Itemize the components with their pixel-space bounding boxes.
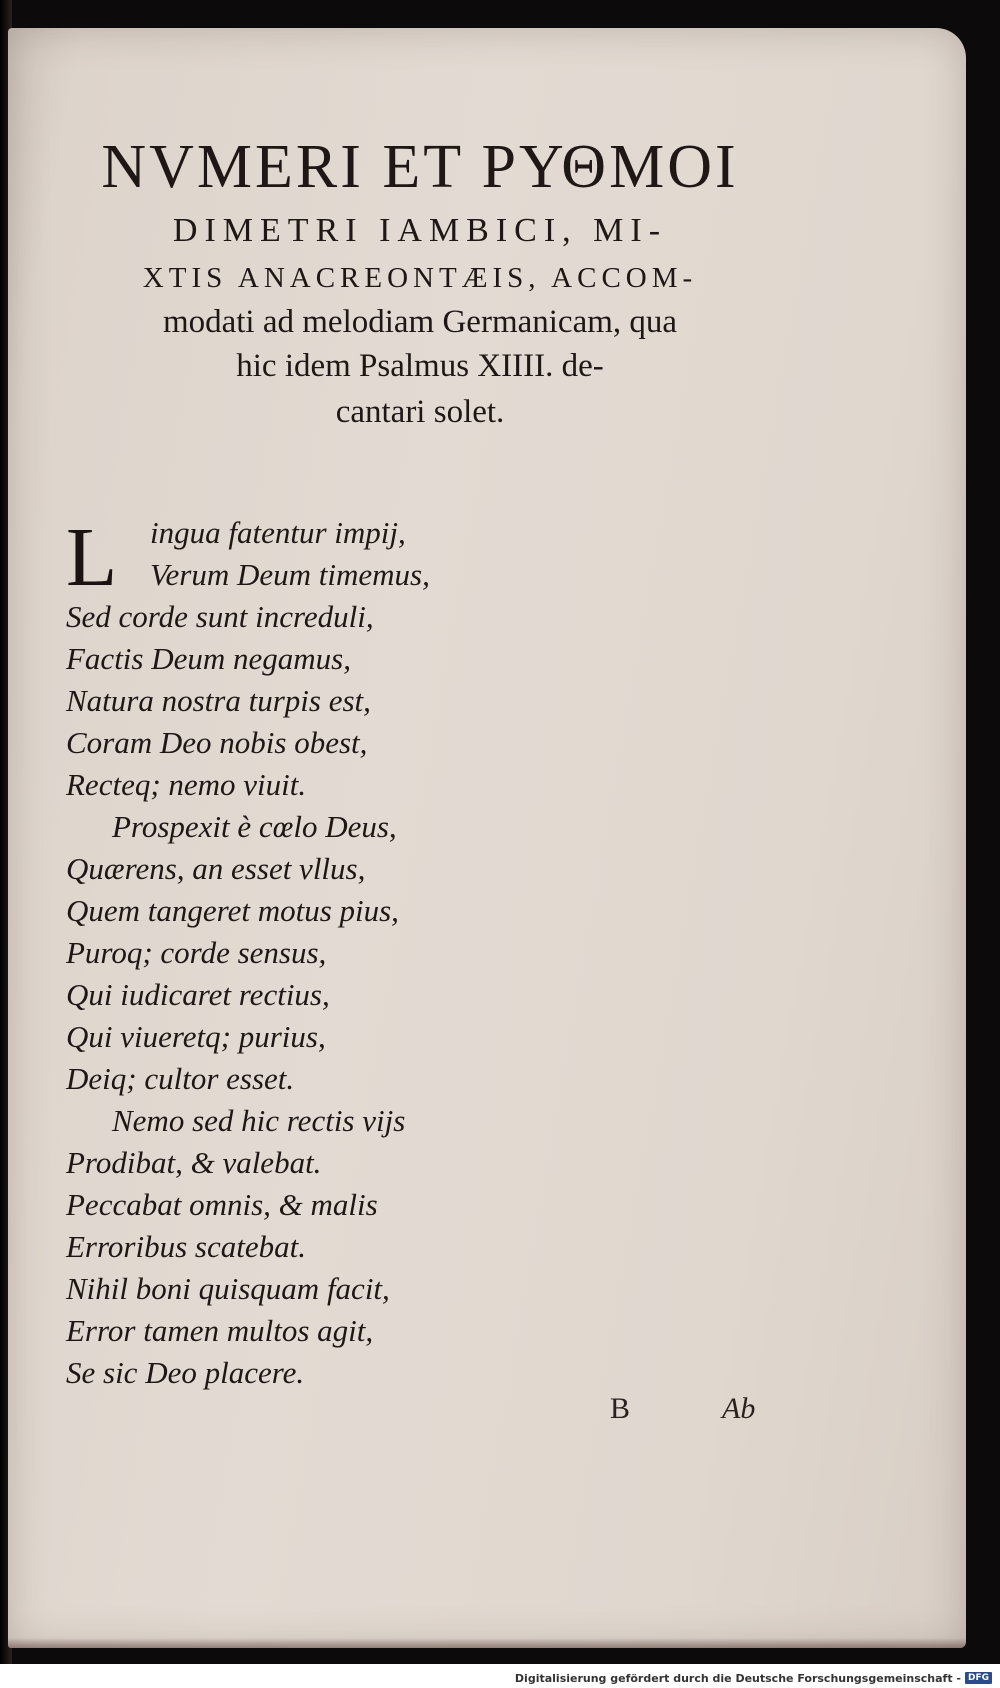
- poem-line: Nihil boni quisquam facit,: [66, 1271, 390, 1306]
- title-line-4: modati ad melodiam Germanicam, qua: [162, 304, 678, 340]
- poem-line: Sed corde sunt increduli,: [66, 599, 374, 634]
- poem-line: Quærens, an esset vllus,: [66, 851, 366, 886]
- poem-line: Natura nostra turpis est,: [66, 683, 371, 718]
- poem-line: Recteq; nemo viuit.: [66, 767, 307, 802]
- poem-line: Puroq; corde sensus,: [66, 935, 327, 970]
- poem-line: Coram Deo nobis obest,: [66, 725, 368, 760]
- title-line-2: DIMETRI IAMBICI, MI-: [172, 212, 668, 249]
- poem-line: Erroribus scatebat.: [66, 1229, 306, 1264]
- title-line-1: NVMERI ET ΡΥΘΜΟΙ: [101, 133, 739, 201]
- funding-text: Digitalisierung gefördert durch die Deutsche Forschungsgemeinschaft -: [514, 1671, 961, 1685]
- poem-line: Se sic Deo placere.: [66, 1355, 305, 1390]
- dfg-logo: DFG: [965, 1672, 992, 1684]
- funding-footer: [515, 1670, 992, 1686]
- poem-line: Nemo sed hic rectis vijs: [112, 1103, 406, 1138]
- poem-text: [66, 512, 586, 1394]
- poem-line: Peccabat omnis, & malis: [66, 1187, 378, 1222]
- title-line-6: cantari solet.: [335, 394, 505, 430]
- page-title: [60, 128, 780, 436]
- poem-line: Factis Deum negamus,: [66, 641, 351, 676]
- page-edge: [8, 1638, 966, 1648]
- poem-line: Prospexit è cœlo Deus,: [112, 809, 397, 844]
- title-line-5: hic idem Psalmus XIIII. de-: [236, 348, 604, 384]
- catchword: Ab: [722, 1392, 756, 1425]
- poem-line: Qui iudicaret rectius,: [66, 977, 330, 1012]
- title-line-3: XTIS ANACREONTÆIS, ACCOM-: [142, 262, 698, 294]
- poem-line: Qui viueretq; purius,: [66, 1019, 326, 1054]
- drop-cap: L: [66, 511, 118, 604]
- signature-mark: B: [610, 1392, 631, 1425]
- poem-line: Error tamen multos agit,: [66, 1313, 374, 1348]
- poem-line: Deiq; cultor esset.: [66, 1061, 295, 1096]
- poem-line: Prodibat, & valebat.: [66, 1145, 322, 1180]
- poem-line: ingua fatentur impij,: [150, 515, 406, 550]
- poem-line: Verum Deum timemus,: [150, 557, 430, 592]
- poem-line: Quem tangeret motus pius,: [66, 893, 399, 928]
